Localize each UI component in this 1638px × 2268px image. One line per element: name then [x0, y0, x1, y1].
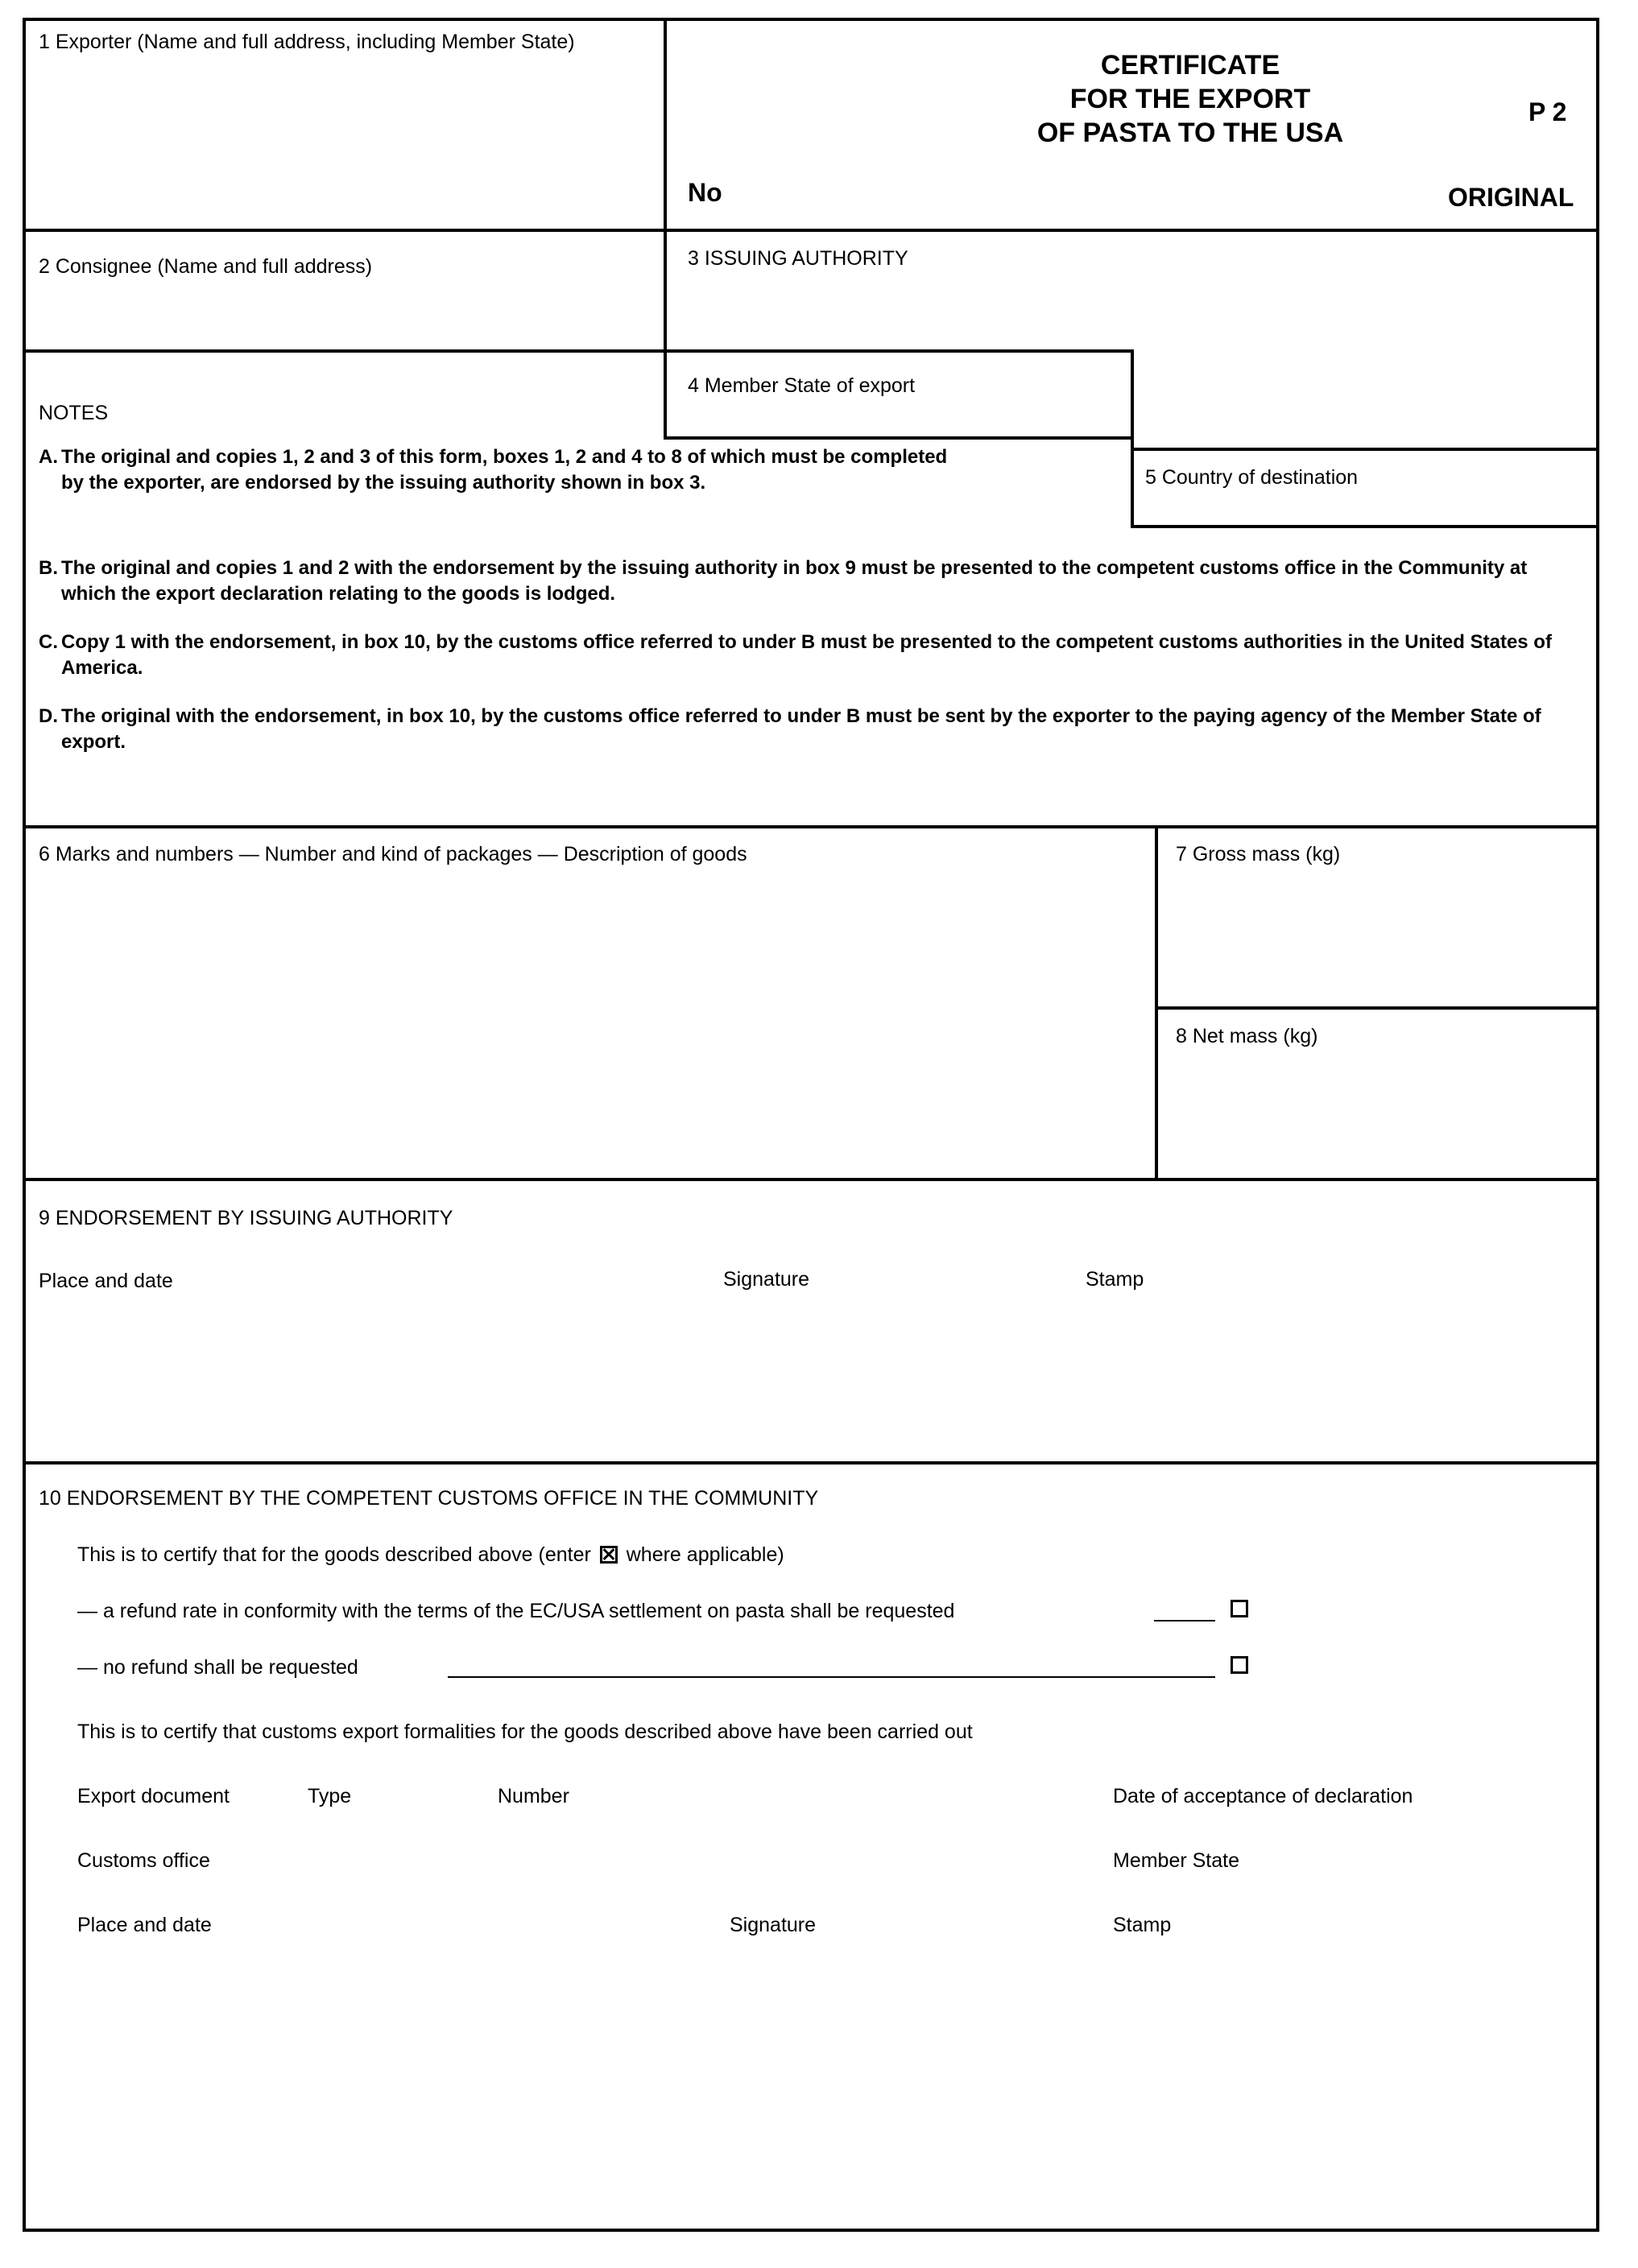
- box10-stamp: Stamp: [1113, 1914, 1172, 1936]
- member-state-label: Member State: [1113, 1849, 1240, 1872]
- box4-label: 4 Member State of export: [688, 374, 916, 397]
- notes-heading: NOTES: [39, 402, 109, 424]
- title-line-1: CERTIFICATE: [1100, 50, 1280, 81]
- rule-header-divider: [664, 18, 667, 440]
- rule-below-box9: [23, 1461, 1599, 1464]
- certificate-title: [892, 48, 1488, 150]
- rule-top-box5: [1131, 448, 1599, 451]
- frame-top: [23, 18, 1599, 21]
- certify-intro-b: where applicable): [626, 1543, 784, 1566]
- rule-box6-divider: [1155, 825, 1158, 1179]
- note-d: [39, 704, 1581, 755]
- rule-below-box3: [664, 349, 1132, 353]
- box6-label: 6 Marks and numbers — Number and kind of packages — Description of goods: [39, 843, 747, 865]
- note-a-text: The original and copies 1, 2 and 3 of this form, boxes 1, 2 and 4 to 8 of which must be completed by the exporter, are endorsed by the issuing authority shown in box 3.: [61, 446, 948, 494]
- box7-label: 7 Gross mass (kg): [1176, 843, 1341, 865]
- type-label: Type: [308, 1785, 352, 1807]
- title-line-3: OF PASTA TO THE USA: [1036, 118, 1344, 148]
- note-b-letter: B.: [39, 557, 58, 579]
- note-c: [39, 630, 1581, 681]
- certify-intro: [77, 1541, 784, 1568]
- customs-office-label: Customs office: [77, 1849, 210, 1872]
- box9-label: 9 ENDORSEMENT BY ISSUING AUTHORITY: [39, 1207, 453, 1229]
- box1-label: 1 Exporter (Name and full address, including Member State): [39, 31, 575, 53]
- rule-box4-right: [1131, 349, 1134, 528]
- number-label: Number: [498, 1785, 569, 1807]
- refund-rate-option-label: — a refund rate in conformity with the terms of the EC/USA settlement on pasta shall be requested: [77, 1600, 955, 1622]
- export-document-label: Export document: [77, 1785, 230, 1807]
- rule-below-box4: [664, 436, 1132, 440]
- box3-label: 3 ISSUING AUTHORITY: [688, 247, 908, 270]
- rule-below-box5: [1131, 525, 1599, 528]
- box10-signature: Signature: [730, 1914, 817, 1936]
- note-a-letter: A.: [39, 446, 58, 468]
- certificate-form: [23, 18, 1599, 2232]
- no-refund-checkbox[interactable]: [1231, 1656, 1248, 1674]
- note-c-letter: C.: [39, 631, 58, 653]
- date-acceptance-label: Date of acceptance of declaration: [1113, 1785, 1413, 1807]
- refund-rate-checkbox[interactable]: [1231, 1600, 1248, 1617]
- title-line-2: FOR THE EXPORT: [1069, 84, 1311, 114]
- rule-below-box6: [23, 1178, 1599, 1181]
- frame-bottom: [23, 2229, 1599, 2232]
- frame-right: [1596, 18, 1599, 2232]
- box9-signature: Signature: [723, 1268, 810, 1291]
- no-refund-option-leader: [448, 1676, 1215, 1678]
- note-d-letter: D.: [39, 705, 58, 727]
- box9-place-date: Place and date: [39, 1270, 173, 1292]
- box9-stamp: Stamp: [1086, 1268, 1144, 1291]
- note-b-text: The original and copies 1 and 2 with the endorsement by the issuing authority in box 9 must be presented to the competent customs office in the Community at which the export declaration relating to the goods is lodged.: [61, 557, 1528, 605]
- box8-label: 8 Net mass (kg): [1176, 1025, 1318, 1047]
- note-d-text: The original with the endorsement, in box 10, by the customs office referred to under B must be sent by the exporter to the paying agency of the Member State of export.: [61, 705, 1541, 753]
- note-c-text: Copy 1 with the endorsement, in box 10, by the customs office referred to under B must be presented to the competent customs authorities in the United States of America.: [61, 631, 1552, 679]
- rule-below-notes: [23, 825, 1599, 828]
- box2-label: 2 Consignee (Name and full address): [39, 255, 373, 278]
- form-code: P 2: [1528, 97, 1567, 126]
- box10-label: 10 ENDORSEMENT BY THE COMPETENT CUSTOMS OFFICE IN THE COMMUNITY: [39, 1487, 819, 1510]
- certify-formalities: This is to certify that customs export formalities for the goods described above have been carried out: [77, 1721, 973, 1743]
- box5-label: 5 Country of destination: [1145, 466, 1359, 489]
- certify-intro-a: This is to certify that for the goods described above (enter: [77, 1543, 591, 1566]
- certificate-number-label: No: [688, 178, 722, 207]
- note-a: [39, 444, 973, 496]
- no-refund-option-label: — no refund shall be requested: [77, 1656, 358, 1679]
- rule-below-box2: [23, 349, 664, 353]
- box10-place-date: Place and date: [77, 1914, 212, 1936]
- refund-rate-option-leader: [1154, 1620, 1215, 1621]
- crossed-box-icon: [600, 1546, 618, 1564]
- note-b: [39, 556, 1581, 607]
- copy-type-label: ORIGINAL: [1448, 183, 1574, 212]
- rule-below-box7: [1155, 1006, 1599, 1010]
- rule-below-header: [23, 229, 1599, 232]
